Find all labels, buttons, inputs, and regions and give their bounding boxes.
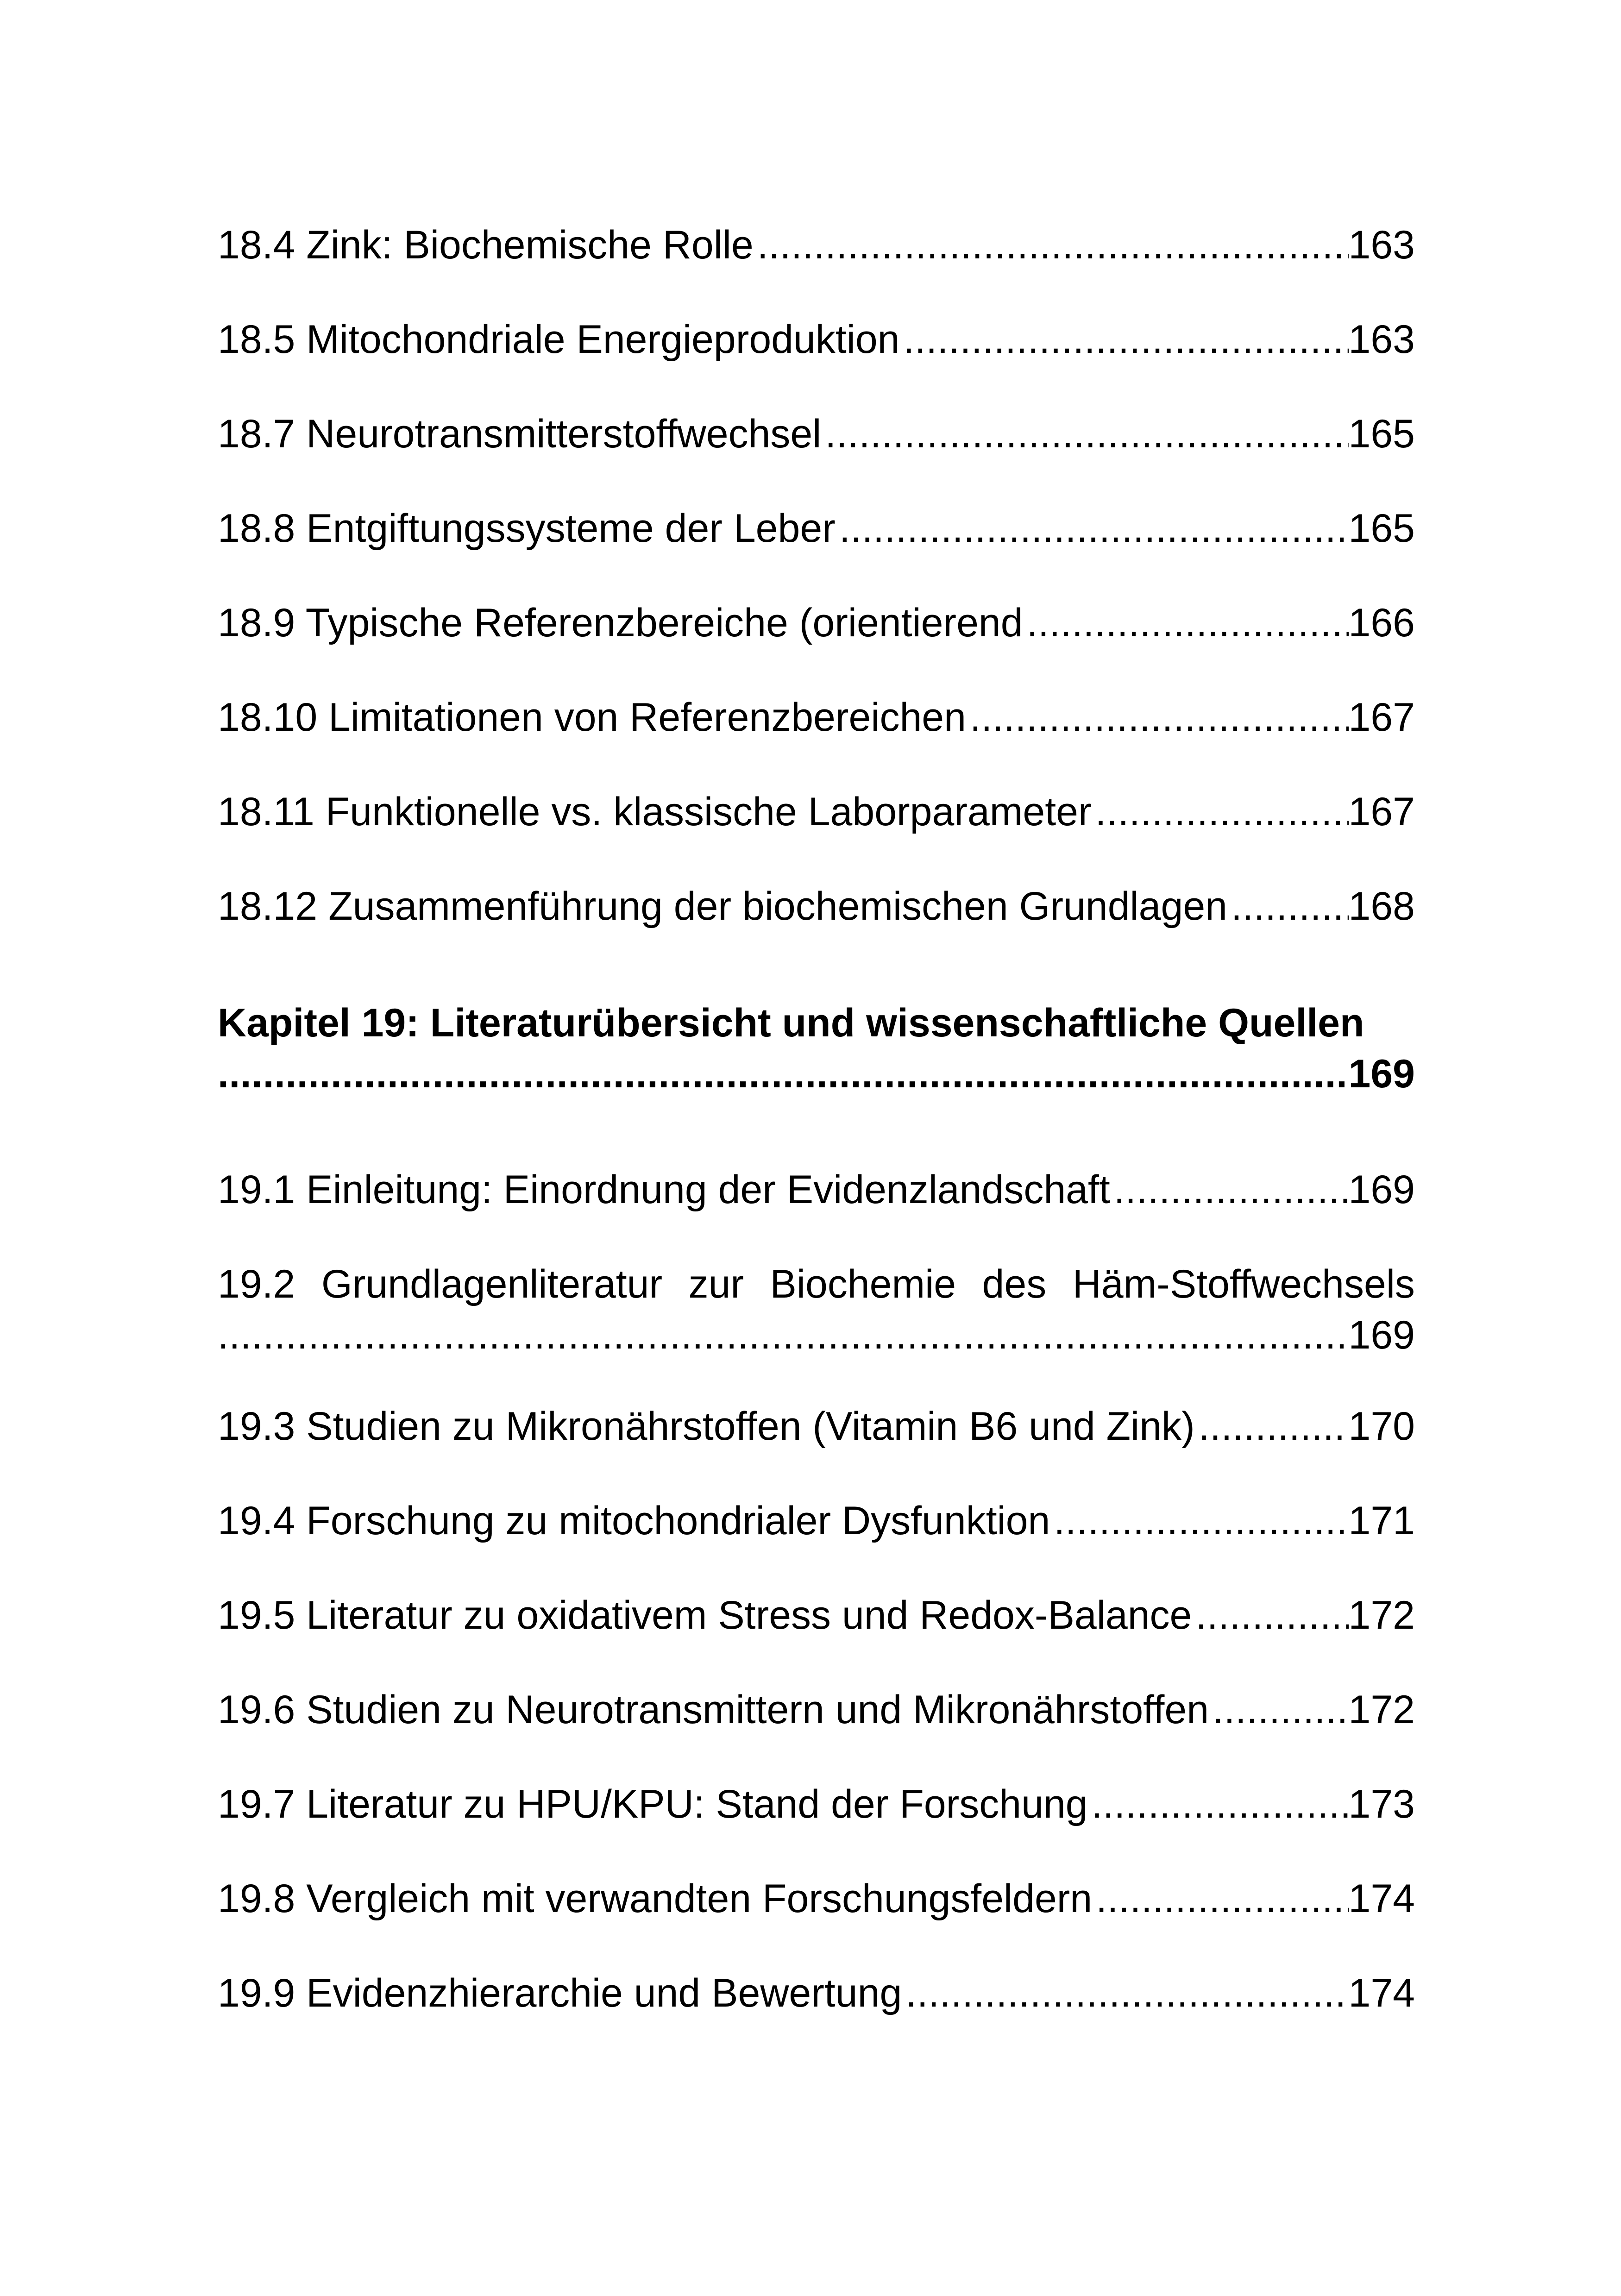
title-word: des: [982, 1262, 1047, 1306]
toc-entry-title: 18.7 Neurotransmitterstoffwechsel: [218, 412, 822, 456]
toc-entry-page: 163: [1348, 317, 1415, 362]
toc-entry-18-9[interactable]: [218, 597, 1415, 648]
chapter-page: 169: [1348, 1052, 1415, 1096]
toc-entry-19-4[interactable]: [218, 1495, 1415, 1546]
toc-entry-title: 18.5 Mitochondriale Energieproduktion: [218, 317, 900, 362]
leader-dots: [1092, 1873, 1348, 1924]
leader-dots: [966, 692, 1349, 743]
toc-entry-18-7[interactable]: [218, 408, 1415, 459]
toc-entry-page: 170: [1348, 1404, 1415, 1449]
leader-dots: [1088, 1779, 1349, 1830]
toc-entry-title: 19.7 Literatur zu HPU/KPU: Stand der Forschung: [218, 1782, 1088, 1826]
toc-entry-page: 168: [1348, 884, 1415, 928]
toc-entry-title: 18.11 Funktionelle vs. klassische Laborparameter: [218, 790, 1092, 834]
toc-entry-page: 169: [1348, 1167, 1415, 1212]
toc-entry-page: 163: [1348, 223, 1415, 267]
toc-entry-18-5[interactable]: [218, 314, 1415, 365]
toc-entry-18-4[interactable]: [218, 220, 1415, 270]
toc-entry-19-1[interactable]: [218, 1164, 1415, 1215]
toc-entry-page: 165: [1348, 506, 1415, 551]
toc-entry-19-5[interactable]: [218, 1590, 1415, 1641]
toc-entry-page: 169: [1348, 1313, 1415, 1357]
toc-entry-18-8[interactable]: [218, 503, 1415, 554]
title-word: Biochemie: [770, 1262, 956, 1306]
leader-dots: [1227, 881, 1349, 932]
leader-dots: [900, 314, 1349, 365]
toc-entry-page: 171: [1348, 1499, 1415, 1543]
toc-entry-title: 19.5 Literatur zu oxidativem Stress und Redox-Balance: [218, 1593, 1192, 1637]
leader-dots: [1110, 1164, 1349, 1215]
chapter-title: Kapitel 19: Literaturübersicht und wissenschaftliche Quellen: [218, 1001, 1364, 1045]
title-word: Häm-Stoffwechsels: [1072, 1262, 1415, 1306]
toc-entry-title: 19.4 Forschung zu mitochondrialer Dysfunktion: [218, 1499, 1050, 1543]
toc-entry-title: 19.9 Evidenzhierarchie und Bewertung: [218, 1971, 902, 2015]
leader-dots: [1050, 1495, 1348, 1546]
toc-entry-page: 172: [1348, 1593, 1415, 1637]
toc-entry-title: 18.9 Typische Referenzbereiche (orientierend: [218, 601, 1023, 645]
toc-entry-page: 167: [1348, 695, 1415, 740]
toc-entry-title: 19.6 Studien zu Neurotransmittern und Mikronährstoffen: [218, 1687, 1209, 1732]
title-word: Grundlagenliteratur: [321, 1262, 663, 1306]
toc-entry-title: 19.3 Studien zu Mikronährstoffen (Vitamin B6 und Zink): [218, 1404, 1195, 1449]
toc-entry-title: [218, 1259, 1415, 1310]
leader-dots: [754, 220, 1349, 270]
toc-entry-title: 19.1 Einleitung: Einordnung der Evidenzlandschaft: [218, 1167, 1110, 1212]
leader-dots: [821, 408, 1348, 459]
toc-entry-19-2[interactable]: [218, 1259, 1415, 1361]
toc-entry-19-7[interactable]: [218, 1779, 1415, 1830]
toc-entry-page: 166: [1348, 601, 1415, 645]
leader-dots: [1023, 597, 1349, 648]
title-word: 19.2: [218, 1262, 295, 1306]
leader-dots: [1192, 1590, 1348, 1641]
toc-entry-19-8[interactable]: [218, 1873, 1415, 1924]
toc-entry-18-10[interactable]: [218, 692, 1415, 743]
toc-entry-page: 172: [1348, 1687, 1415, 1732]
toc-entry-title: 18.12 Zusammenführung der biochemischen Grundlagen: [218, 884, 1227, 928]
leader-dots: [1092, 786, 1349, 837]
toc-entry-page: 173: [1348, 1782, 1415, 1826]
toc-entry-title: 19.8 Vergleich mit verwandten Forschungsfeldern: [218, 1876, 1093, 1921]
toc-entry-page: 174: [1348, 1971, 1415, 2015]
toc-chapter-19[interactable]: [218, 997, 1415, 1099]
toc-entry-page: 165: [1348, 412, 1415, 456]
toc-entry-19-3[interactable]: [218, 1401, 1415, 1452]
toc-entry-19-6[interactable]: [218, 1684, 1415, 1735]
leader-dots: [1195, 1401, 1349, 1452]
leader-dots: [836, 503, 1349, 554]
toc-entry-title: 18.4 Zink: Biochemische Rolle: [218, 223, 754, 267]
toc-entry-title: 18.8 Entgiftungssysteme der Leber: [218, 506, 836, 551]
toc-entry-19-9[interactable]: [218, 1968, 1415, 2019]
toc-entry-title: 18.10 Limitationen von Referenzbereichen: [218, 695, 966, 740]
leader-dots: [1209, 1684, 1348, 1735]
toc-entry-page: 167: [1348, 790, 1415, 834]
toc-entry-18-12[interactable]: [218, 881, 1415, 932]
toc-entry-page: 174: [1348, 1876, 1415, 1921]
title-word: zur: [688, 1262, 744, 1306]
leader-dots: [902, 1968, 1348, 2019]
leader-dots: [218, 1310, 1349, 1361]
toc-entry-18-11[interactable]: [218, 786, 1415, 837]
leader-dots: [218, 1048, 1349, 1099]
